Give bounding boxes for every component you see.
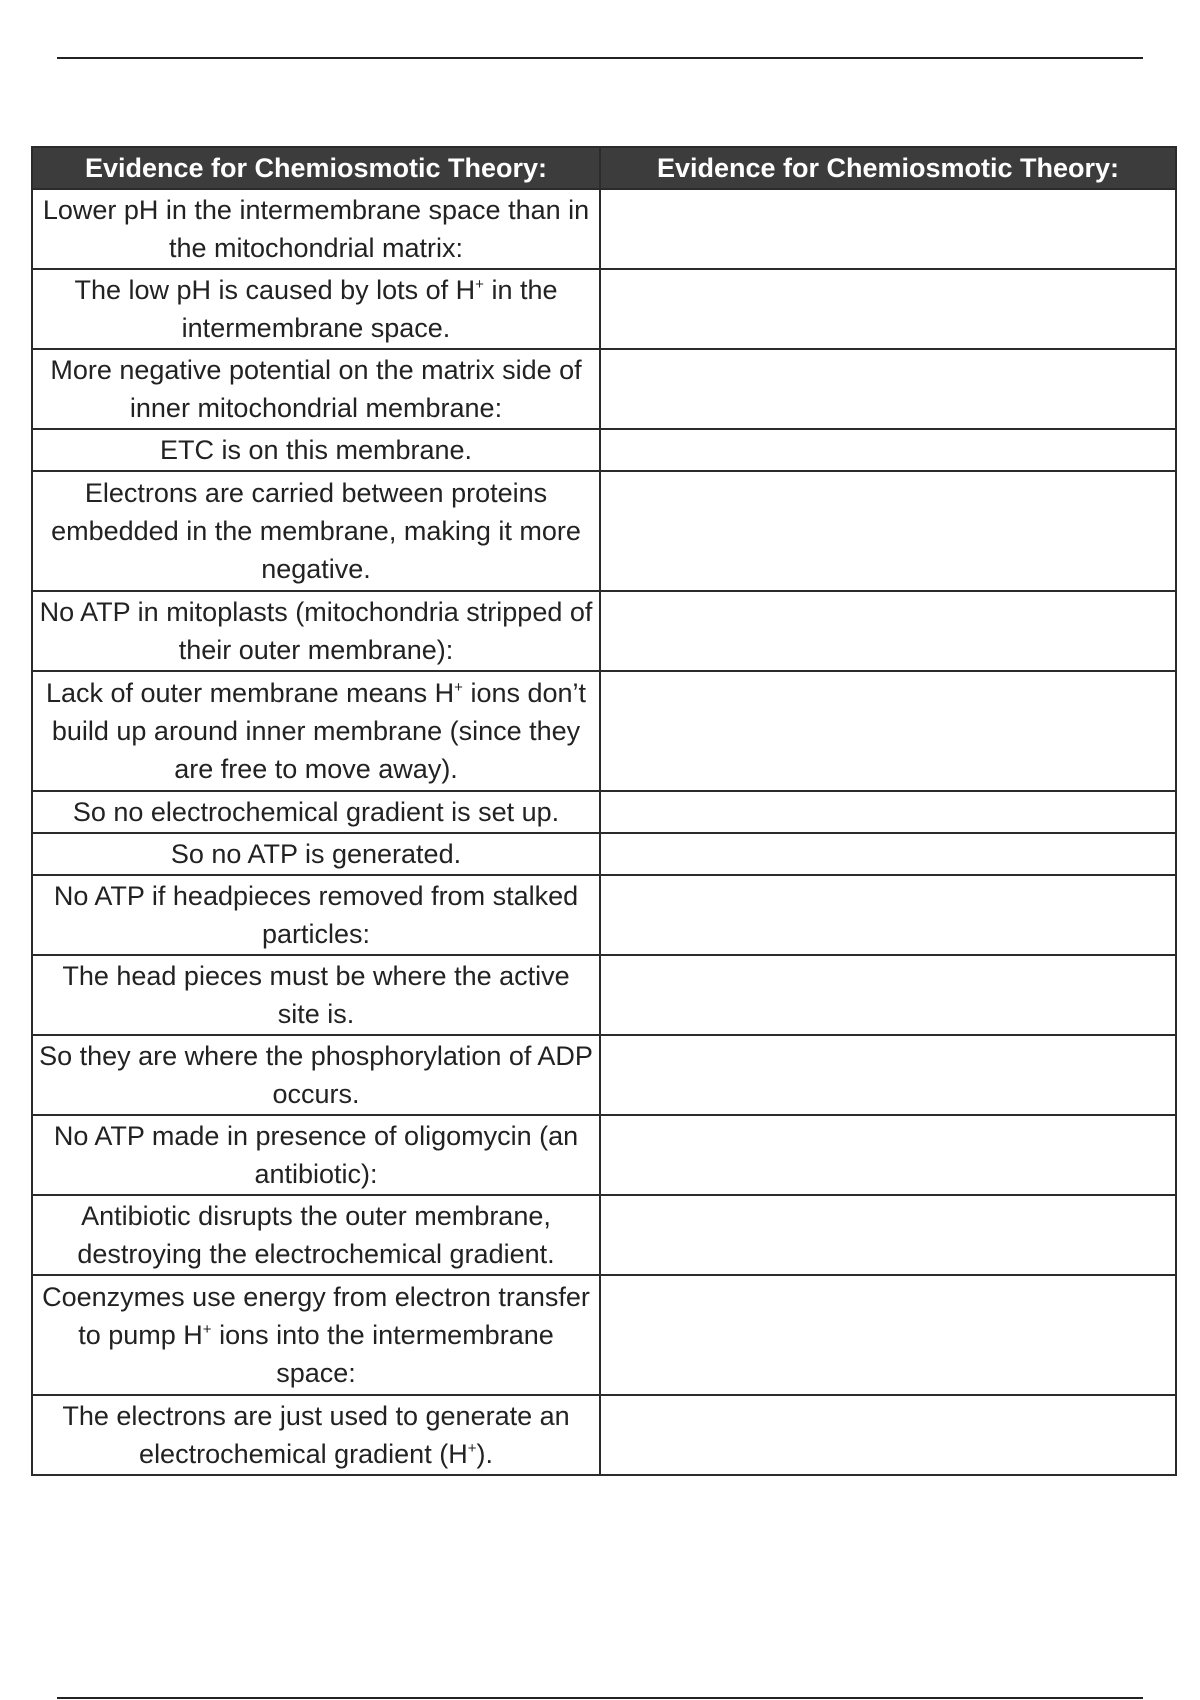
evidence-cell [32, 1035, 600, 1115]
evidence-text: Electrons are carried between proteins embedded in the membrane, making it more negative. [51, 478, 581, 584]
answer-cell[interactable] [600, 1195, 1176, 1275]
superscript-plus: + [454, 679, 463, 696]
evidence-text: No ATP in mitoplasts (mitochondria stripped of their outer membrane): [39, 597, 593, 665]
table-row [32, 1035, 1176, 1115]
superscript-plus: + [467, 1440, 477, 1457]
evidence-text: No ATP made in presence of oligomycin (an antibiotic): [53, 1121, 579, 1189]
evidence-text: The low pH is caused by lots of H [74, 275, 476, 305]
answer-cell[interactable] [600, 833, 1176, 875]
superscript-plus: + [202, 1321, 212, 1338]
answer-cell[interactable] [600, 591, 1176, 671]
evidence-text: Antibiotic disrupts the outer membrane, destroying the electrochemical gradient. [77, 1201, 555, 1269]
evidence-text: So no ATP is generated. [170, 839, 462, 869]
answer-cell[interactable] [600, 1035, 1176, 1115]
evidence-text: The head pieces must be where the active site is. [62, 961, 570, 1029]
table-row [32, 1395, 1176, 1475]
answer-cell[interactable] [600, 671, 1176, 791]
evidence-text: Coenzymes use energy from electron transfer to pump H [42, 1282, 590, 1350]
answer-cell[interactable] [600, 1275, 1176, 1395]
table-row [32, 349, 1176, 429]
evidence-cell [32, 269, 600, 349]
superscript-plus: + [475, 276, 484, 293]
answer-cell[interactable] [600, 1115, 1176, 1195]
evidence-cell [32, 1275, 600, 1395]
table-row [32, 791, 1176, 833]
evidence-cell [32, 875, 600, 955]
evidence-cell [32, 429, 600, 471]
evidence-text: Lower pH in the intermembrane space than in the mitochondrial matrix: [42, 195, 590, 263]
answer-cell[interactable] [600, 429, 1176, 471]
evidence-text-cont: ions into the intermembrane space: [211, 1320, 554, 1388]
answer-cell[interactable] [600, 349, 1176, 429]
answer-cell[interactable] [600, 189, 1176, 269]
evidence-text: ETC is on this membrane. [159, 435, 473, 465]
evidence-text: The electrons are just used to generate an electrochemical gradient (H [62, 1401, 570, 1469]
column-header-left: Evidence for Chemiosmotic Theory: [32, 147, 600, 189]
evidence-text: More negative potential on the matrix side of inner mitochondrial membrane: [50, 355, 582, 423]
evidence-text: So they are where the phosphorylation of ADP occurs. [39, 1041, 593, 1109]
evidence-text: Lack of outer membrane means H [45, 678, 455, 708]
evidence-cell [32, 955, 600, 1035]
table-row [32, 1115, 1176, 1195]
evidence-text: No ATP if headpieces removed from stalked particles: [53, 881, 579, 949]
footer-rule [57, 1697, 1143, 1699]
table-row [32, 269, 1176, 349]
evidence-cell [32, 1195, 600, 1275]
table-row [32, 833, 1176, 875]
evidence-cell [32, 349, 600, 429]
table-row [32, 429, 1176, 471]
table-row [32, 591, 1176, 671]
evidence-cell [32, 189, 600, 269]
evidence-cell [32, 1395, 600, 1475]
evidence-cell [32, 1115, 600, 1195]
evidence-cell [32, 591, 600, 671]
answer-cell[interactable] [600, 269, 1176, 349]
evidence-cell [32, 791, 600, 833]
table-row [32, 1195, 1176, 1275]
answer-cell[interactable] [600, 791, 1176, 833]
table-row [32, 471, 1176, 591]
answer-cell[interactable] [600, 875, 1176, 955]
table-row [32, 875, 1176, 955]
table-header-row [32, 147, 1176, 189]
evidence-table [31, 146, 1177, 1476]
column-header-right: Evidence for Chemiosmotic Theory: [600, 147, 1176, 189]
evidence-text-cont: in the intermembrane space. [181, 275, 558, 343]
table-row [32, 189, 1176, 269]
answer-cell[interactable] [600, 955, 1176, 1035]
header-rule [57, 57, 1143, 59]
answer-cell[interactable] [600, 1395, 1176, 1475]
table-row [32, 671, 1176, 791]
table-row [32, 1275, 1176, 1395]
answer-cell[interactable] [600, 471, 1176, 591]
evidence-cell [32, 833, 600, 875]
evidence-text-cont: ). [476, 1439, 493, 1469]
evidence-text: So no electrochemical gradient is set up. [72, 797, 560, 827]
table-row [32, 955, 1176, 1035]
evidence-cell [32, 471, 600, 591]
evidence-text-cont: ions don’t build up around inner membrane (since they are free to move away). [51, 678, 587, 784]
evidence-cell [32, 671, 600, 791]
